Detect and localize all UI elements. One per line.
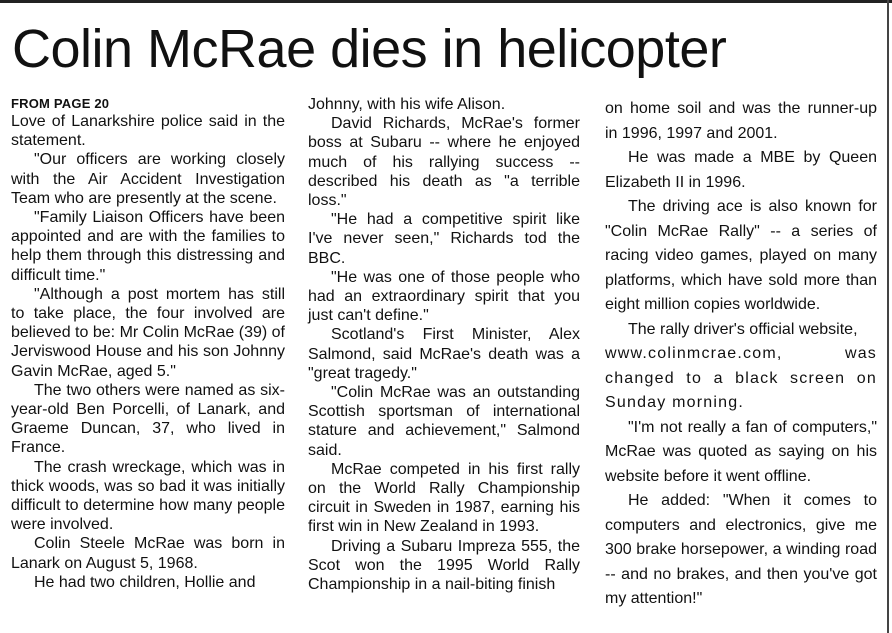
paragraph: He was made a MBE by Queen Elizabeth II in 1996. — [605, 149, 877, 191]
top-rule — [0, 0, 892, 3]
paragraph: McRae competed in his first rally on the World Rally Championship circuit in Sweden in 1987, earning his first win in New Zealand in 1993. — [308, 460, 580, 536]
paragraph: The driving ace is also known for "Colin McRae Rally" -- a series of racing video games, played on many platforms, which have sold more than eight million copies worldwide. — [605, 198, 877, 313]
paragraph: He had two children, Hollie and — [34, 573, 256, 591]
column-3 — [605, 97, 877, 612]
right-rule — [887, 0, 889, 633]
paragraph: David Richards, McRae's former boss at Subaru -- where he enjoyed much of his rallying success -- described his death as "a terrible loss." — [308, 115, 580, 210]
paragraph: Colin Steele McRae was born in Lanark on August 5, 1968. — [11, 535, 285, 572]
paragraph: "He had a competitive spirit like I've never seen," Richards tod the BBC. — [308, 211, 580, 267]
column-1 — [11, 95, 285, 592]
paragraph: Love of Lanarkshire police said in the statement. — [11, 113, 285, 150]
paragraph: "I'm not really a fan of computers," McRae was quoted as saying on his website before it went offline. — [605, 418, 877, 485]
kicker: FROM PAGE 20 — [11, 96, 110, 111]
paragraph: "Our officers are working closely with the Air Accident Investigation Team who are presently at the scene. — [11, 151, 285, 207]
paragraph: Johnny, with his wife Alison. — [308, 96, 506, 113]
paragraph: on home soil and was the runner-up in 1996, 1997 and 2001. — [605, 100, 877, 142]
paragraph: "Colin McRae was an outstanding Scottish sportsman of international stature and achievement," Salmond said. — [308, 384, 580, 459]
paragraph: He added: "When it comes to computers and electronics, give me 300 brake horsepower, a winding road -- and no brakes, and then you've got my attention!" — [605, 492, 877, 607]
column-2 — [308, 95, 580, 594]
paragraph: The crash wreckage, which was in thick woods, was so bad it was initially difficult to determine how many people were involved. — [11, 458, 285, 534]
paragraph: The two others were named as six-year-old Ben Porcelli, of Lanark, and Graeme Duncan, 37, who lived in France. — [11, 381, 285, 457]
paragraph: "Family Liaison Officers have been appointed and are with the families to help them through this distressing and difficult time." — [11, 209, 285, 284]
website-paragraph: www.colinmcrae.com, was changed to a black screen on Sunday morning. — [605, 345, 877, 411]
headline: Colin McRae dies in helicopter — [12, 19, 727, 79]
paragraph: "Although a post mortem has still to take place, the four involved are believed to be: Mr Colin McRae (39) of Jerviswood House and his son Johnny Gavin McRae, aged 5." — [11, 285, 285, 380]
paragraph: The rally driver's official website, — [628, 320, 858, 338]
paragraph: Scotland's First Minister, Alex Salmond, said McRae's death was a "great tragedy." — [308, 326, 580, 382]
paragraph: Driving a Subaru Impreza 555, the Scot won the 1995 World Rally Championship in a nail-biting finish — [308, 537, 580, 594]
paragraph: "He was one of those people who had an extraordinary spirit that you just can't define." — [308, 268, 580, 325]
